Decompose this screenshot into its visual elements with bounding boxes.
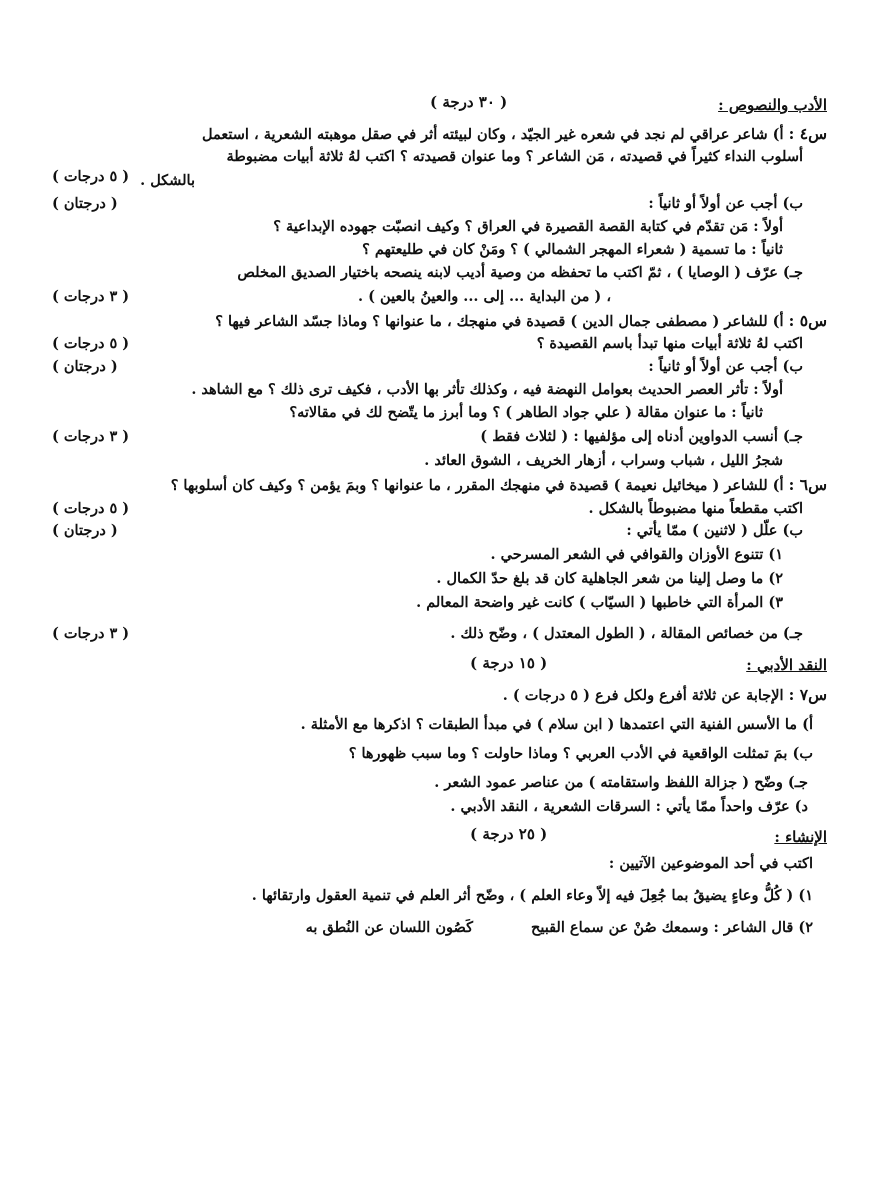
q4-c-line1: جـ) عرّف ( الوصايا ) ، ثمّ اكتب ما تحفظه من وصية أديب لابنه ينصحه باختيار الصديق المخلص: [237, 264, 803, 281]
q7-c: جـ) وضّح ( جزالة اللفظ واستقامته ) من عناصر عمود الشعر .: [434, 774, 808, 791]
section-title-composition: الإنشاء :: [774, 828, 827, 846]
q7-b: ب) بمَ تمثلت الواقعية في الأدب العربي ؟ وماذا حاولت ؟ وما سبب ظهورها ؟: [348, 745, 813, 762]
q4-a-line3: بالشكل .: [140, 172, 195, 189]
q5-a-line2: اكتب لهُ ثلاثة أبيات منها تبدأ باسم القصيدة ؟: [536, 335, 803, 352]
section-title-criticism: النقد الأدبي :: [746, 656, 827, 674]
q6-b-item2: ٢) ما وصل إلينا من شعر الجاهلية كان قد بلغ حدّ الكمال .: [436, 570, 783, 587]
q5-a-line1: س٥ : أ) للشاعر ( مصطفى جمال الدين ) قصيدة في منهجك ، ما عنوانها ؟ وماذا جسّد الشاعر فيها ؟: [215, 311, 827, 330]
q6-a-line1: س٦ : أ) للشاعر ( ميخائيل نعيمة ) قصيدة في منهجك المقرر ، ما عنوانها ؟ وبمَ يؤمن ؟ وكيف كان أسلوبها ؟: [170, 475, 827, 494]
q7-d: د) عرّف واحداً ممّا يأتي : السرقات الشعرية ، النقد الأدبي .: [450, 798, 808, 815]
q4-a-line2: أسلوب النداء كثيراً في قصيدته ، مَن الشاعر ؟ وما عنوان قصيدته ؟ اكتب لهُ ثلاثة أبيات مضبوطة: [226, 148, 803, 165]
composition-topic-2: ٢) قال الشاعر : وسمعك صُنْ عن سماع القبيح: [530, 919, 813, 936]
q4-c-mark: ( ٣ درجات ): [52, 288, 130, 305]
composition-topic-1: ١) ( كُلُّ وعاءٍ يضيقُ بما جُعِلَ فيه إلاّ وعاء العلم ) ، وضّح أثر العلم في تنمية العقول وارتقائها .: [251, 887, 813, 904]
q4-a-line1: س٤ : أ) شاعر عراقي لم نجد في شعره غير الجيّد ، وكان لبيئته أثر في صقل موهبته الشعرية ، استعمل: [202, 124, 827, 143]
composition-intro: اكتب في أحد الموضوعين الآتيين :: [608, 855, 813, 872]
q6-a-mark: ( ٥ درجات ): [52, 500, 130, 517]
q4-b-second: ثانياً : ما تسمية ( شعراء المهجر الشمالي ) ؟ ومَنْ كان في طليعتهم ؟: [362, 241, 783, 258]
q4-c-line2: ، ( من البداية ... إلى ... والعينُ بالعين ) .: [358, 288, 611, 305]
q4-number: س٤ :: [788, 124, 827, 143]
q7-a: أ) ما الأسس الفنية التي اعتمدها ( ابن سلام ) في مبدأ الطبقات ؟ اذكرها مع الأمثلة .: [300, 716, 813, 733]
q4-a-mark: ( ٥ درجات ): [52, 168, 130, 185]
q5-b-first: أولاً : تأثر العصر الحديث بعوامل النهضة فيه ، وكذلك تأثر بها الأدب ، فكيف ترى ذلك ؟ مع الشاهد .: [191, 381, 783, 398]
q5-a-mark: ( ٥ درجات ): [52, 335, 130, 352]
q6-c-line: جـ) من خصائص المقالة ، ( الطول المعتدل ) ، وضّح ذلك .: [450, 625, 803, 642]
q5-b-mark: ( درجتان ): [52, 358, 118, 375]
q6-c-mark: ( ٣ درجات ): [52, 625, 130, 642]
q7-number: س٧ :: [788, 685, 827, 704]
q6-b-item3: ٣) المرأة التي خاطبها ( السيّاب ) كانت غير واضحة المعالم .: [416, 594, 783, 611]
q5-c-line1: جـ) أنسب الدواوين أدناه إلى مؤلفيها : ( لثلاث فقط ): [480, 428, 803, 445]
q4-b-mark: ( درجتان ): [52, 195, 118, 212]
q4-b-first: أولاً : مَن تقدّم في كتابة القصة القصيرة في العراق ؟ وكيف انصبّت جهوده الإبداعية ؟: [273, 218, 783, 235]
section-total-composition: ( ٢٥ درجة ): [470, 825, 548, 843]
section-total-literature: ( ٣٠ درجة ): [430, 93, 508, 111]
q5-number: س٥ :: [788, 311, 827, 330]
section-title-literature: الأدب والنصوص :: [718, 96, 827, 114]
q6-b-line: ب) علّل ( لاثنين ) ممّا يأتي :: [626, 522, 803, 539]
q5-c-mark: ( ٣ درجات ): [52, 428, 130, 445]
q6-b-item1: ١) تتنوع الأوزان والقوافي في الشعر المسرحي .: [490, 546, 783, 563]
q7-intro: س٧ : الإجابة عن ثلاثة أفرع ولكل فرع ( ٥ درجات ) .: [502, 685, 827, 704]
composition-topic-2-verse: كَصُون اللسان عن النُطق به: [305, 919, 473, 936]
q4-b-line: ب) أجب عن أولاً أو ثانياً :: [648, 195, 803, 212]
section-total-criticism: ( ١٥ درجة ): [470, 654, 548, 672]
q5-c-line2: شجرُ الليل ، شباب وسراب ، أزهار الخريف ، الشوق العائد .: [424, 452, 783, 469]
q5-b-line: ب) أجب عن أولاً أو ثانياً :: [648, 358, 803, 375]
q6-a-line2: اكتب مقطعاً منها مضبوطاً بالشكل .: [588, 500, 803, 517]
q6-number: س٦ :: [788, 475, 827, 494]
q5-b-second: ثانياً : ما عنوان مقالة ( علي جواد الطاهر ) ؟ وما أبرز ما يتّضح لك في مقالاته؟: [289, 404, 763, 421]
q6-b-mark: ( درجتان ): [52, 522, 118, 539]
